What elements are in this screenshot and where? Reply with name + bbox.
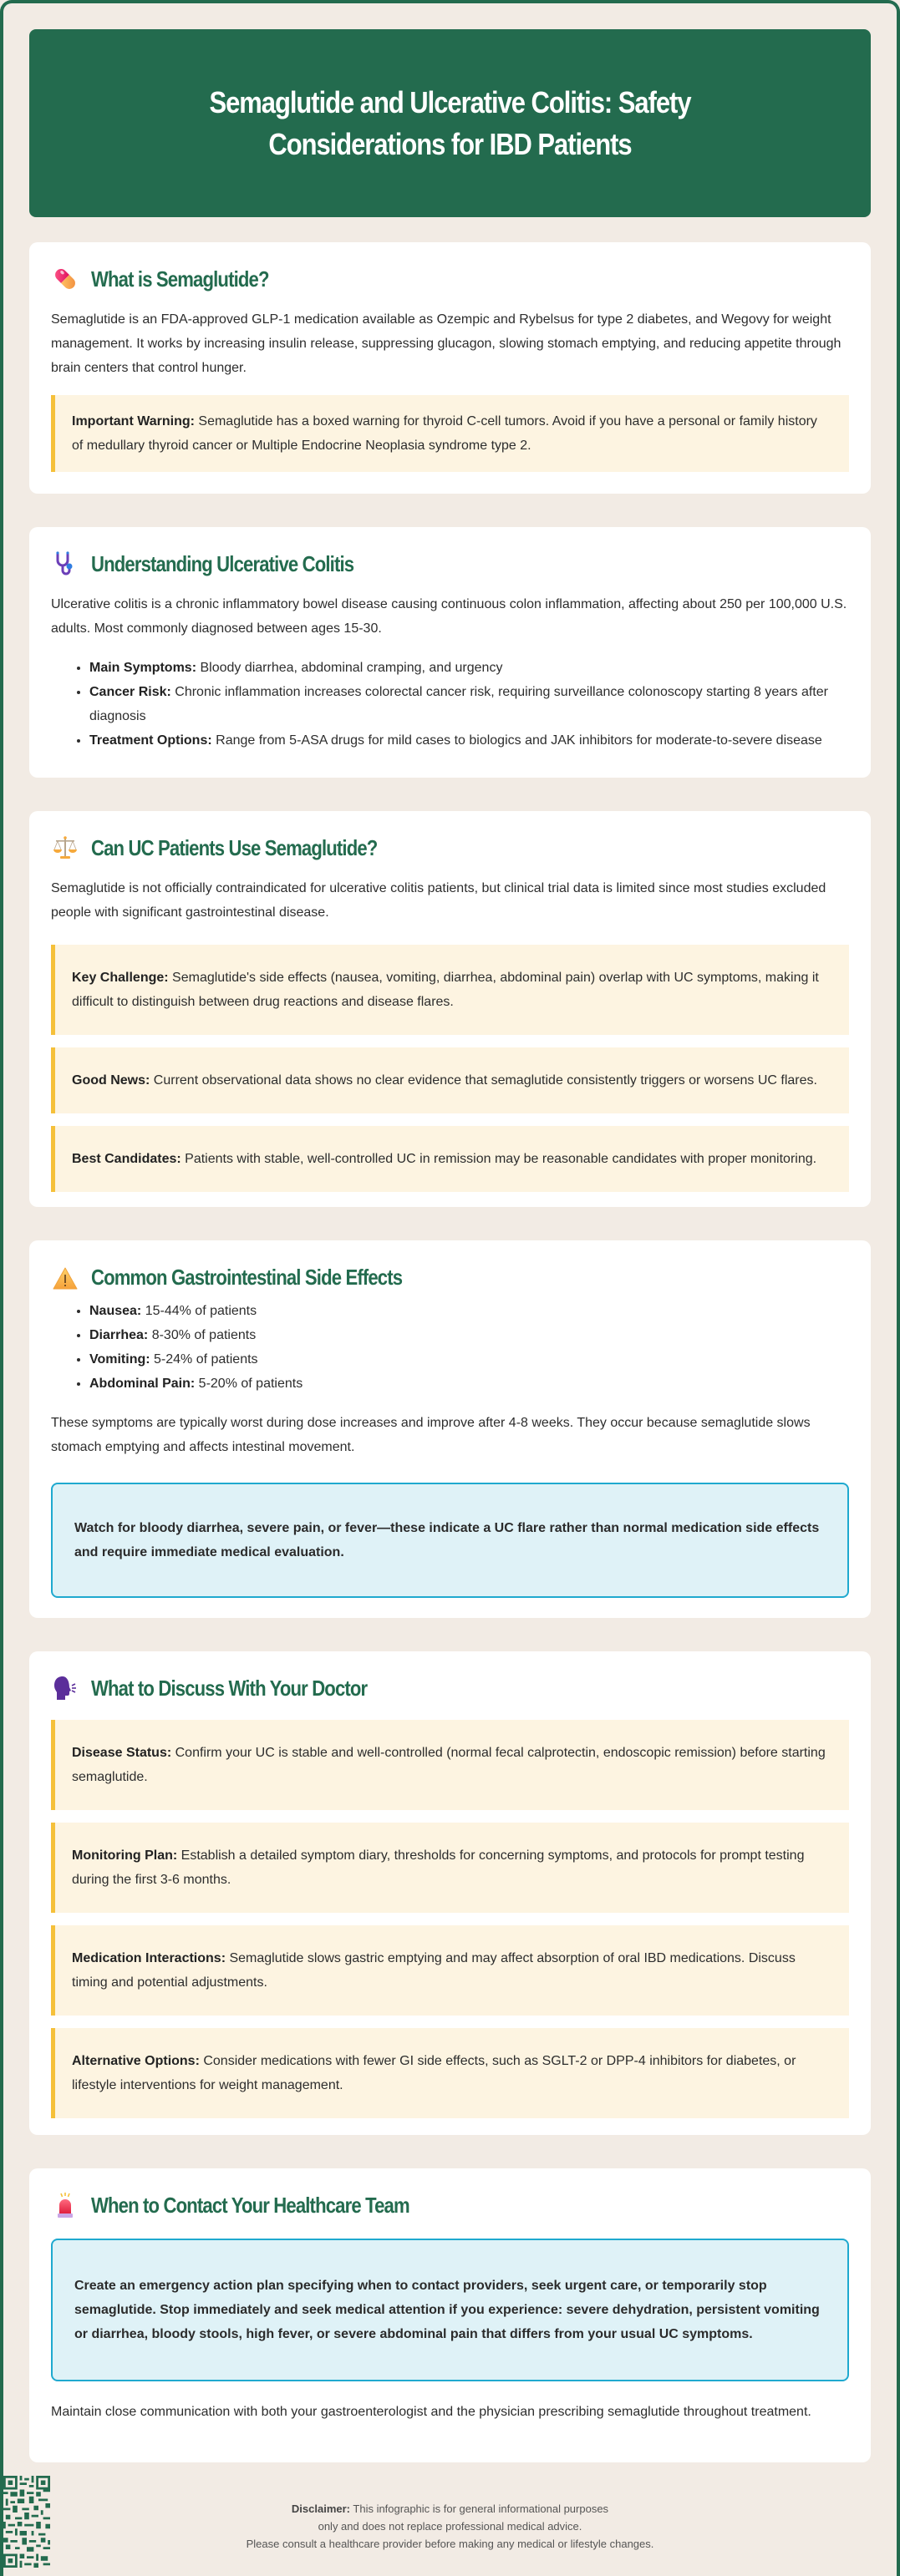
siren-icon	[51, 2191, 79, 2219]
list-item	[89, 1372, 849, 1396]
key-challenge-callout	[51, 945, 849, 1035]
list-item	[89, 1347, 849, 1372]
section-body: These symptoms are typically worst during dose increases and improve after 4-8 weeks. They occur because semaglutide slows stomach emptying and affects intestinal movement.	[51, 1416, 811, 1454]
list-item-text: 8-30% of patients	[148, 1328, 257, 1342]
list-item-label: Abdominal Pain:	[89, 1377, 196, 1391]
disclaimer-line-3: Please consult a healthcare provider before making any medical or lifestyle changes.	[246, 2538, 654, 2550]
section-title: Can UC Patients Use Semaglutide?	[91, 834, 378, 860]
balance-scale-icon	[51, 834, 79, 862]
section-body: Semaglutide is an FDA-approved GLP-1 medication available as Ozempic and Rybelsus for type 2 diabetes, and Wegovy for weight management. It works by increasing insulin release, suppressing glucagon, slowing stomach emptying, and reducing appetite through brain centers that control hunger.	[51, 312, 842, 375]
section-discuss-with-doctor	[29, 1651, 871, 2135]
disclaimer-line-1	[29, 2500, 871, 2518]
section-title: What is Semaglutide?	[91, 266, 269, 292]
warning-icon	[51, 1263, 79, 1291]
disease-status-callout	[51, 1720, 849, 1810]
callout-label: Key Challenge:	[72, 971, 169, 985]
list-item-label: Main Symptoms:	[89, 661, 197, 675]
footer	[29, 2469, 871, 2576]
callout-text: Consider medications with fewer GI side effects, such as SGLT-2 or DPP-4 inhibitors for diabetes, or lifestyle interventions for weight management.	[72, 2054, 796, 2092]
callout-label: Important Warning:	[72, 414, 195, 428]
page-title: Semaglutide and Ulcerative Colitis: Safety Considerations for IBD Patients	[209, 84, 691, 161]
callout-label: Good News:	[72, 1073, 150, 1088]
callout-text: Establish a detailed symptom diary, thresholds for concerning symptoms, and protocols for prompt testing during the first 3-6 months.	[72, 1848, 805, 1887]
list-item-text: Range from 5-ASA drugs for mild cases to biologics and JAK inhibitors for moderate-to-severe disease	[211, 733, 822, 748]
section-title: Common Gastrointestinal Side Effects	[91, 1264, 403, 1290]
list-item-text: 15-44% of patients	[141, 1304, 257, 1318]
disclaimer-label: Disclaimer:	[291, 2502, 351, 2515]
best-candidates-callout	[51, 1126, 849, 1192]
callout-text: Semaglutide slows gastric emptying and may affect absorption of oral IBD medications. Discuss timing and potential adjustments.	[72, 1951, 796, 1990]
section-what-is-semaglutide	[29, 242, 871, 494]
list-item-label: Diarrhea:	[89, 1328, 149, 1342]
side-effects-list	[51, 1299, 849, 1396]
section-title: When to Contact Your Healthcare Team	[91, 2192, 409, 2218]
warning-callout	[51, 395, 849, 472]
section-gi-side-effects	[29, 1240, 871, 1618]
section-body: Semaglutide is not officially contraindicated for ulcerative colitis patients, but clinical trial data is limited since most studies excluded people with significant gastrointestinal disease.	[51, 881, 826, 920]
list-item-text: Chronic inflammation increases colorectal cancer risk, requiring surveillance colonoscopy starting 8 years after diagnosis	[89, 685, 828, 723]
list-item-text: 5-24% of patients	[150, 1352, 258, 1367]
list-item-label: Treatment Options:	[89, 733, 212, 748]
speaking-head-icon	[51, 1674, 79, 1702]
pill-icon	[51, 265, 79, 293]
emergency-plan-box: Create an emergency action plan specifying when to contact providers, seek urgent care, or temporarily stop semaglutide. Stop immediately and seek medical attention if you experience: severe dehydration, persistent vomiting or diarrhea, bloody stools, high fever, or severe abdominal pain that differs from your usual UC symptoms.	[51, 2239, 849, 2381]
section-understanding-uc	[29, 527, 871, 778]
list-item-text: 5-20% of patients	[195, 1377, 303, 1391]
list-item-label: Vomiting:	[89, 1352, 150, 1367]
flare-alert-box: Watch for bloody diarrhea, severe pain, or fever—these indicate a UC flare rather than normal medication side effects and require immediate medical evaluation.	[51, 1483, 849, 1598]
uc-facts-list	[51, 656, 849, 753]
callout-label: Medication Interactions:	[72, 1951, 226, 1965]
disclaimer	[29, 2469, 871, 2553]
callout-text: Semaglutide's side effects (nausea, vomiting, diarrhea, abdominal pain) overlap with UC symptoms, making it difficult to distinguish between drug reactions and disease flares.	[72, 971, 819, 1009]
callout-label: Monitoring Plan:	[72, 1848, 178, 1863]
list-item-label: Nausea:	[89, 1304, 142, 1318]
section-contact-healthcare-team	[29, 2168, 871, 2462]
list-item	[89, 680, 849, 728]
callout-text: Patients with stable, well-controlled UC in remission may be reasonable candidates with proper monitoring.	[181, 1152, 817, 1166]
disclaimer-text: This infographic is for general informational purposes	[350, 2502, 609, 2515]
stethoscope-icon	[51, 550, 79, 578]
section-title: What to Discuss With Your Doctor	[91, 1675, 368, 1701]
qr-code-icon[interactable]	[3, 2476, 50, 2568]
callout-text: Current observational data shows no clear evidence that semaglutide consistently triggers or worsens UC flares.	[150, 1073, 817, 1088]
list-item	[89, 656, 849, 680]
list-item	[89, 1323, 849, 1347]
disclaimer-line-2: only and does not replace professional medical advice.	[318, 2520, 582, 2533]
medication-interactions-callout	[51, 1925, 849, 2016]
callout-label: Alternative Options:	[72, 2054, 200, 2068]
callout-text: Semaglutide has a boxed warning for thyroid C-cell tumors. Avoid if you have a personal or family history of medullary thyroid cancer or Multiple Endocrine Neoplasia syndrome type 2.	[72, 414, 817, 453]
section-body: Ulcerative colitis is a chronic inflammatory bowel disease causing continuous colon inflammation, affecting about 250 per 100,000 U.S. adults. Most commonly diagnosed between ages 15-30.	[51, 597, 847, 636]
callout-label: Best Candidates:	[72, 1152, 181, 1166]
list-item	[89, 728, 849, 753]
good-news-callout	[51, 1047, 849, 1113]
monitoring-plan-callout	[51, 1823, 849, 1913]
section-can-uc-patients-use	[29, 811, 871, 1207]
list-item	[89, 1299, 849, 1323]
section-body: Maintain close communication with both your gastroenterologist and the physician prescribing semaglutide throughout treatment.	[51, 2405, 811, 2419]
callout-text: Confirm your UC is stable and well-controlled (normal fecal calprotectin, endoscopic remission) before starting semaglutide.	[72, 1746, 826, 1784]
page-header	[29, 29, 871, 217]
section-title: Understanding Ulcerative Colitis	[91, 550, 354, 576]
alternative-options-callout	[51, 2028, 849, 2118]
callout-label: Disease Status:	[72, 1746, 172, 1760]
list-item-label: Cancer Risk:	[89, 685, 171, 699]
list-item-text: Bloody diarrhea, abdominal cramping, and urgency	[196, 661, 503, 675]
